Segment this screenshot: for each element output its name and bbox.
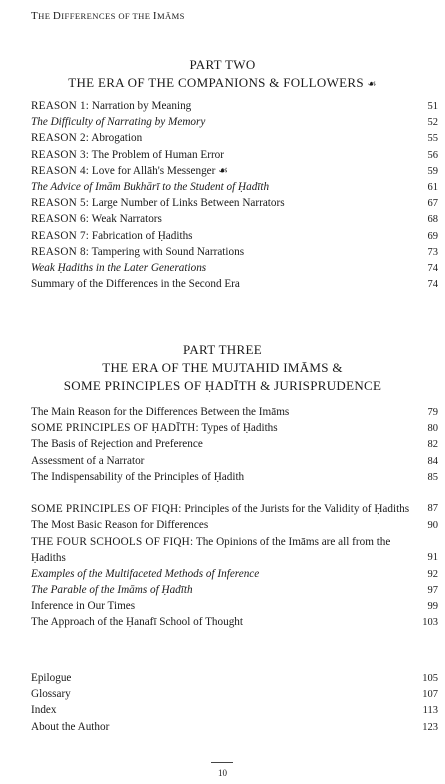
toc-entry-title <box>31 453 412 469</box>
toc-entry <box>31 517 438 533</box>
toc-entry <box>31 485 438 517</box>
toc-entry-lead: SOME PRINCIPLES OF ḤADĪTH: <box>31 422 199 435</box>
toc-entry-lead: SOME PRINCIPLES OF FIQH: <box>31 503 182 516</box>
toc-entry-text: Weak Narrators <box>89 213 162 226</box>
toc-entry <box>31 244 438 260</box>
toc-entry-text: Weak Ḥadiths in the Later Generations <box>31 261 207 274</box>
toc-page-number: 90 <box>427 520 438 532</box>
toc-entry <box>31 436 438 452</box>
toc-entry-text: The Basis of Rejection and Preference <box>31 438 203 451</box>
toc-page-number: 56 <box>427 149 438 161</box>
toc-entry-lead: REASON 6: <box>31 213 90 226</box>
honorific-icon: ☙ <box>367 79 377 90</box>
running-head <box>31 10 185 22</box>
toc-entry-text: Glossary <box>31 688 71 701</box>
toc-page-number: 107 <box>422 689 438 701</box>
toc-entry-title <box>31 582 412 598</box>
toc-entry-title <box>31 147 412 163</box>
toc-entry-text: Narration by Meaning <box>89 100 192 112</box>
toc-entry-text: About the Author <box>31 720 110 733</box>
toc-entry-text: The Problem of Human Error <box>89 148 225 161</box>
toc-entry <box>31 534 438 566</box>
toc-entry <box>31 420 438 436</box>
part-three-title-line1: THE ERA OF THE MUJTAHID IMĀMS & <box>102 360 343 375</box>
toc-entry-text: The Most Basic Reason for Differences <box>31 519 209 532</box>
toc-entry-title <box>31 702 412 718</box>
toc-entry <box>31 260 438 276</box>
toc-entry-title <box>31 228 412 244</box>
toc-page-number: 99 <box>427 601 438 613</box>
toc-page-number: 68 <box>427 214 438 226</box>
part-two-contents <box>31 98 438 292</box>
toc-entry-text: Types of Ḥadiths <box>198 422 278 435</box>
running-head-text: HE <box>38 11 53 21</box>
toc-entry <box>31 453 438 469</box>
toc-page-number: 105 <box>422 673 438 684</box>
toc-entry-text: Examples of the Multifaceted Methods of Inference <box>31 567 260 580</box>
toc-page-number: 67 <box>427 198 438 210</box>
toc-entry-text: The Parable of the Imāms of Ḥadīth <box>31 584 193 597</box>
part-three-title-line2: SOME PRINCIPLES OF ḤADĪTH & JURISPRUDENCE <box>63 378 382 393</box>
running-head-cap: I <box>152 10 157 22</box>
toc-entry <box>31 114 438 130</box>
toc-entry-text: Tampering with Sound Narrations <box>89 245 245 258</box>
part-two-label: PART TWO <box>189 57 256 72</box>
part-two-title-text: THE ERA OF THE COMPANIONS & FOLLOWERS <box>68 75 364 90</box>
toc-entry-title <box>31 501 412 517</box>
running-head-text: MĀMS <box>157 11 185 21</box>
toc-entry-title <box>31 566 412 582</box>
part-three-label: PART THREE <box>183 342 262 357</box>
toc-entry-text: The Approach of the Ḥanafī School of Thought <box>31 616 243 629</box>
page-number: 10 <box>218 768 227 778</box>
toc-page-number: 87 <box>427 503 438 515</box>
toc-entry <box>31 566 438 582</box>
toc-entry <box>31 163 438 179</box>
toc-entry-title <box>31 195 412 211</box>
toc-page-number: 123 <box>422 721 438 733</box>
toc-entry-lead: THE FOUR SCHOOLS OF FIQH: <box>31 535 194 548</box>
toc-entry <box>31 719 438 735</box>
toc-entry <box>31 130 438 146</box>
toc-entry-title <box>31 276 412 292</box>
toc-entry <box>31 598 438 614</box>
toc-entry-title <box>31 598 412 614</box>
running-head-cap: T <box>31 10 39 22</box>
toc-entry-text: Fabrication of Ḥadiths <box>89 229 193 242</box>
part-two-title <box>0 75 445 91</box>
toc-page-number: 92 <box>427 568 438 580</box>
toc-entry <box>31 98 438 114</box>
toc-entry-title <box>31 163 412 179</box>
toc-entry-text: The Advice of Imām Bukhārī to the Student of Ḥadīth <box>31 180 270 193</box>
toc-entry <box>31 686 438 702</box>
toc-entry-text: The Main Reason for the Differences Between the Imāms <box>31 406 290 418</box>
toc-entry-text: The Difficulty of Narrating by Memory <box>31 116 206 129</box>
toc-entry-title <box>31 719 412 735</box>
toc-entry-title <box>31 114 412 130</box>
toc-entry-title <box>31 130 412 146</box>
toc-entry <box>31 404 438 420</box>
toc-entry-lead: REASON 3: <box>31 148 90 161</box>
toc-entry <box>31 147 438 163</box>
toc-entry-title <box>31 614 412 630</box>
toc-entry-text: Epilogue <box>31 672 72 684</box>
toc-entry-text: The Opinions of the Imāms are all from the Ḥadiths <box>31 535 391 564</box>
toc-entry <box>31 670 438 686</box>
toc-entry-lead: REASON 8: <box>31 245 90 258</box>
toc-page-number: 85 <box>427 471 438 483</box>
toc-page-number: 52 <box>427 117 438 129</box>
toc-entry-title <box>31 244 412 260</box>
toc-entry-text: Summary of the Differences in the Second Era <box>31 278 240 291</box>
toc-entry-lead: REASON 7: <box>31 229 90 242</box>
toc-entry <box>31 614 438 630</box>
back-matter-contents <box>31 670 438 735</box>
toc-entry-title <box>31 436 412 452</box>
toc-page-number: 97 <box>427 585 438 597</box>
toc-entry-title <box>31 469 412 485</box>
toc-entry <box>31 469 438 485</box>
toc-entry-text: Love for Allāh's Messenger ☙ <box>89 164 229 177</box>
toc-page-number: 74 <box>427 262 438 274</box>
toc-page-number: 103 <box>422 617 438 629</box>
toc-entry <box>31 702 438 718</box>
toc-page-number: 113 <box>422 705 438 717</box>
part-three-contents <box>31 404 438 631</box>
toc-entry-title <box>31 211 412 227</box>
toc-entry-title <box>31 98 412 114</box>
toc-entry <box>31 211 438 227</box>
toc-entry-text: Large Number of Links Between Narrators <box>89 197 285 210</box>
toc-entry-text: Index <box>31 704 57 717</box>
toc-entry-lead: REASON 2: <box>31 132 90 145</box>
toc-page-number: 73 <box>427 246 438 258</box>
toc-entry <box>31 582 438 598</box>
toc-entry-title <box>31 404 412 420</box>
toc-page-number: 80 <box>427 423 438 435</box>
running-head-text: IFFERENCES OF THE <box>61 11 153 21</box>
toc-entry-lead: REASON 4: <box>31 164 90 177</box>
toc-entry-title <box>31 517 412 533</box>
toc-page-number: 91 <box>427 551 438 563</box>
toc-page-number: 61 <box>427 181 438 193</box>
toc-page-number: 79 <box>427 407 438 418</box>
toc-page-number: 59 <box>427 165 438 177</box>
toc-entry <box>31 228 438 244</box>
running-head-cap: D <box>52 10 62 22</box>
toc-page-number: 55 <box>427 133 438 145</box>
toc-entry <box>31 195 438 211</box>
toc-entry-title <box>31 260 412 276</box>
toc-entry-text: Assessment of a Narrator <box>31 454 145 467</box>
toc-entry-title <box>31 534 412 566</box>
toc-entry <box>31 276 438 292</box>
toc-page-number: 51 <box>427 101 438 112</box>
toc-page-number: 74 <box>427 279 438 291</box>
toc-page-number: 82 <box>427 439 438 451</box>
toc-entry <box>31 179 438 195</box>
toc-entry-title <box>31 670 412 686</box>
toc-entry-lead: REASON 5: <box>31 197 90 210</box>
toc-entry-text: Abrogation <box>89 132 143 145</box>
toc-entry-title <box>31 179 412 195</box>
toc-entry-lead: REASON 1: <box>31 100 90 112</box>
toc-entry-title <box>31 686 412 702</box>
toc-page-number: 69 <box>427 230 438 242</box>
toc-entry-text: Inference in Our Times <box>31 600 136 613</box>
folio-rule <box>211 762 233 763</box>
toc-entry-text: Principles of the Jurists for the Validity of Ḥadiths <box>181 503 410 516</box>
toc-page-number: 84 <box>427 455 438 467</box>
toc-entry-title <box>31 420 412 436</box>
toc-entry-text: The Indispensability of the Principles of Ḥadith <box>31 470 245 483</box>
